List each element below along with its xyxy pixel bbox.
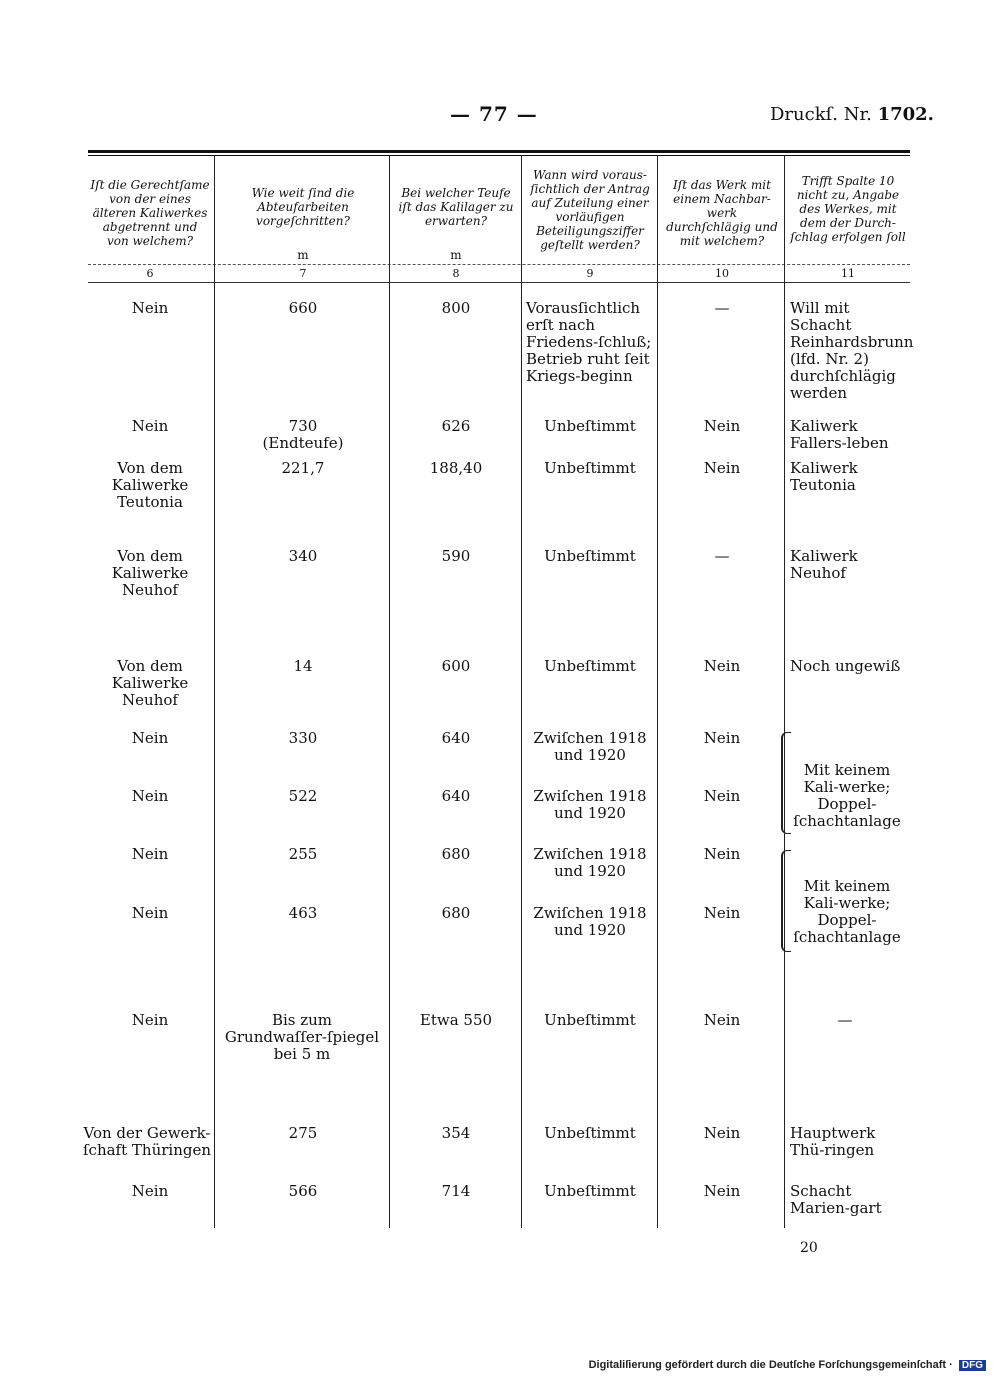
column-number-10: 10 <box>715 267 729 280</box>
column-divider <box>521 156 522 1228</box>
table-cell: Nein <box>131 1182 169 1200</box>
table-cell: Unbeſtimmt <box>544 657 636 675</box>
table-cell: Nein <box>131 845 169 863</box>
column-number-6: 6 <box>146 267 154 280</box>
table-cell: Kaliwerk Neuhof <box>790 547 858 582</box>
table-cell: 600 <box>441 657 471 675</box>
table-cell: Zwiſchen 1918 und 1920 <box>533 845 647 880</box>
table-cell: Zwiſchen 1918 und 1920 <box>533 729 647 764</box>
table-cell: 221,7 <box>281 459 325 477</box>
table-cell: Unbeſtimmt <box>544 459 636 477</box>
table-cell: Von der Gewerk-ſchaft Thüringen <box>83 1124 211 1159</box>
column-number-7: 7 <box>299 267 307 280</box>
page-number: — 77 — <box>450 102 538 126</box>
table-cell: — <box>714 299 730 317</box>
table-cell: Kaliwerk Teutonia <box>790 459 858 494</box>
table-cell: Bis zum Grundwaſſer-ſpiegel bei 5 m <box>224 1011 380 1063</box>
column-header-9: Wann wird voraus-ſichtlich der Antrag auf Zuteilung einer vorläufigen Beteiligungsziffer geſtellt werden? <box>530 168 650 252</box>
column-divider <box>657 156 658 1228</box>
table-cell: Nein <box>131 787 169 805</box>
table-top-rule <box>88 150 910 153</box>
table-cell: Nein <box>703 1124 741 1142</box>
dfg-logo: DFG <box>959 1360 986 1371</box>
table-cell: 255 <box>288 845 318 863</box>
table-cell: Unbeſtimmt <box>544 1182 636 1200</box>
column-divider <box>389 156 390 1228</box>
table-cell: Nein <box>131 299 169 317</box>
table-cell: 680 <box>441 904 471 922</box>
table-cell: Unbeſtimmt <box>544 1011 636 1029</box>
table-cell: Nein <box>703 657 741 675</box>
credit-text: Digitaliſierung gefördert durch die Deutſche Forſchungsgemeinſchaft · <box>588 1359 953 1371</box>
table-cell: Etwa 550 <box>419 1011 493 1029</box>
table-cell: 354 <box>441 1124 471 1142</box>
column-header-8: Bei welcher Teufe iſt das Kalilager zu erwarten? <box>398 186 514 228</box>
table-cell: Nein <box>703 1011 741 1029</box>
table-cell: 566 <box>288 1182 318 1200</box>
table-cell: 522 <box>288 787 318 805</box>
row-group-brace <box>781 732 791 834</box>
table-cell: Von dem Kaliwerke Neuhof <box>111 547 189 599</box>
table-cell: Vorausſichtlich erſt nach Friedens-ſchluß; Betrieb ruht ſeit Kriegs-beginn <box>526 299 652 385</box>
table-cell: Nein <box>131 904 169 922</box>
table-cell: 626 <box>441 417 471 435</box>
document-number <box>770 104 934 125</box>
table-cell: Hauptwerk Thü-ringen <box>790 1124 876 1159</box>
table-cell: 640 <box>441 729 471 747</box>
column-header-10: Iſt das Werk mit einem Nachbar-werk durchſchlägig und mit welchem? <box>666 178 778 248</box>
table-cell: — <box>837 1011 853 1029</box>
doc-label: Druckſ. Nr. <box>770 104 872 125</box>
table-cell: Von dem Kaliwerke Teutonia <box>111 459 189 511</box>
table-cell: Nein <box>131 417 169 435</box>
table-cell: Unbeſtimmt <box>544 547 636 565</box>
column-header-7: Wie weit ſind die Abteufarbeiten vorgeſchritten? <box>251 186 355 228</box>
table-cell: Nein <box>703 729 741 747</box>
table-cell: 463 <box>288 904 318 922</box>
column-header-11: Trifft Spalte 10 nicht zu, Angabe des Werkes, mit dem der Durch-ſchlag erfolgen ſoll <box>790 174 906 244</box>
column-unit-8: m <box>450 248 462 262</box>
column-number-9: 9 <box>586 267 594 280</box>
table-cell: Nein <box>703 1182 741 1200</box>
table-cell: 660 <box>288 299 318 317</box>
row-group-brace <box>781 850 791 952</box>
column-header-6: Iſt die Gerechtſame von der eines älteren Kaliwerkes abgetrennt und von welchem? <box>90 178 210 248</box>
table-cell: Nein <box>703 417 741 435</box>
doc-number: 1702. <box>877 104 934 125</box>
table-cell: 730 (Endteufe) <box>262 417 344 452</box>
table-cell: Nein <box>131 1011 169 1029</box>
table-cell: Nein <box>703 845 741 863</box>
table-cell: 340 <box>288 547 318 565</box>
table-cell: Zwiſchen 1918 und 1920 <box>533 787 647 822</box>
table-cell: Noch ungewiß <box>790 657 901 675</box>
table-cell: Unbeſtimmt <box>544 1124 636 1142</box>
column-divider <box>214 156 215 1228</box>
table-cell: Nein <box>703 904 741 922</box>
table-cell: 14 <box>293 657 313 675</box>
column-divider <box>784 156 785 1228</box>
brace-text: Mit keinem Kali-werke; Doppel-ſchachtanlage <box>793 761 901 830</box>
digitization-credit <box>589 1359 986 1371</box>
header-unit-rule <box>88 264 910 265</box>
table-cell: Zwiſchen 1918 und 1920 <box>533 904 647 939</box>
table-cell: 640 <box>441 787 471 805</box>
column-number-8: 8 <box>452 267 460 280</box>
table-cell: Schacht Marien-gart <box>790 1182 882 1217</box>
column-unit-7: m <box>297 248 309 262</box>
table-cell: Nein <box>703 459 741 477</box>
column-number-11: 11 <box>841 267 855 280</box>
table-cell: Will mit Schacht Reinhardsbrunn (lfd. Nr. 2) durchſchlägig werden <box>790 299 914 402</box>
table-cell: Nein <box>703 787 741 805</box>
table-cell: 590 <box>441 547 471 565</box>
bottom-page-number: 20 <box>800 1240 818 1256</box>
table-cell: Unbeſtimmt <box>544 417 636 435</box>
table-cell: 275 <box>288 1124 318 1142</box>
table-cell: 330 <box>288 729 318 747</box>
column-number-rule <box>88 282 910 283</box>
table-cell: 714 <box>441 1182 471 1200</box>
brace-text: Mit keinem Kali-werke; Doppel-ſchachtanlage <box>793 877 901 946</box>
table-top-rule-thin <box>88 155 910 156</box>
table-cell: Nein <box>131 729 169 747</box>
table-cell: Kaliwerk Fallers-leben <box>790 417 889 452</box>
table-cell: Von dem Kaliwerke Neuhof <box>111 657 189 709</box>
table-cell: — <box>714 547 730 565</box>
table-cell: 680 <box>441 845 471 863</box>
table-cell: 188,40 <box>429 459 483 477</box>
table-cell: 800 <box>441 299 471 317</box>
